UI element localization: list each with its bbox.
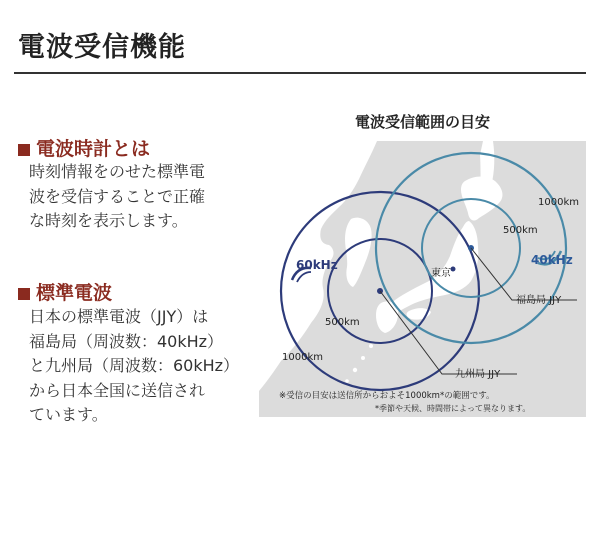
title-divider [14, 72, 586, 74]
map-svg [259, 141, 586, 417]
freq-40khz-label: 40kHz [531, 253, 573, 267]
tokyo-label: 東京 [431, 268, 451, 279]
map-title: 電波受信範囲の目安 [354, 113, 490, 131]
section-heading-text: 電波時計とは [36, 138, 151, 160]
section-body-radio-clock: 時刻情報をのせた標準電 波を受信することで正確 な時刻を表示します。 [29, 162, 206, 230]
square-bullet-icon [18, 144, 30, 156]
fukushima-500km-label: 500km [503, 225, 538, 236]
square-bullet-icon [18, 288, 30, 300]
kyushu-500km-label: 500km [325, 317, 360, 328]
section-heading-radio-clock [18, 140, 150, 159]
map-note-range: ※受信の目安は送信所からおよそ1000km*の範囲です。 [279, 391, 495, 401]
map-note-conditions: *季節や天候、時間帯によって異なります。 [375, 404, 531, 413]
page-title: 電波受信機能 [18, 32, 186, 63]
section-body-standard-wave: 日本の標準電波（JJY）は 福島局（周波数：40kHz） と九州局（周波数：60kHz） から日本全国に送信され ています。 [29, 307, 240, 424]
fukushima-station-label: 福島局 JJY [516, 295, 562, 306]
reception-range-map [259, 141, 586, 417]
tokyo-dot [451, 267, 456, 272]
kyushu-station-label: 九州局 JJY [455, 369, 501, 380]
fukushima-1000km-label: 1000km [538, 197, 579, 208]
section-heading-standard-wave [18, 284, 112, 303]
section-heading-text: 標準電波 [36, 282, 113, 304]
kyushu-1000km-label: 1000km [282, 352, 323, 363]
freq-60khz-label: 60kHz [296, 258, 338, 272]
